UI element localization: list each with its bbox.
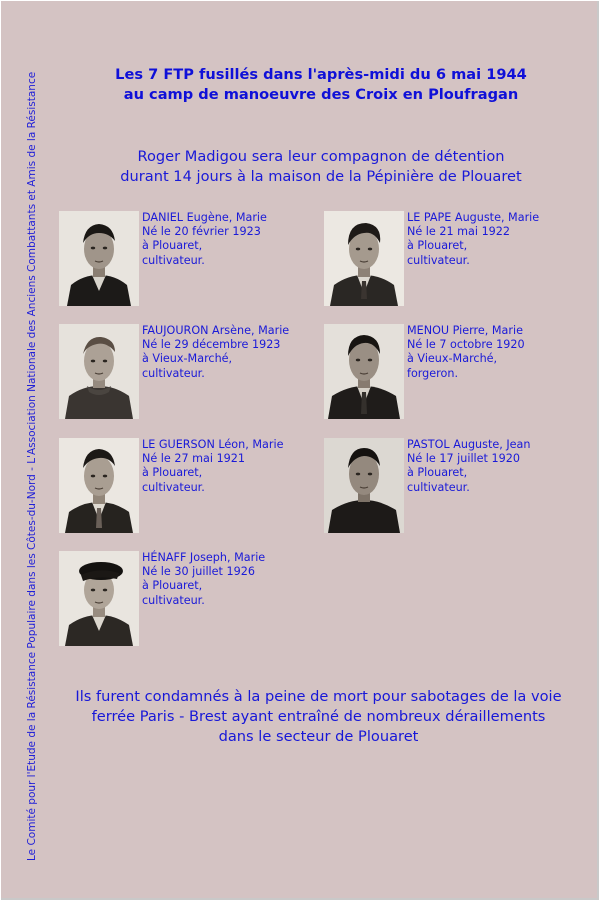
person-birth: Né le 21 mai 1922 — [407, 225, 511, 239]
person-name: FAUJOURON Arsène, Marie — [142, 324, 290, 337]
person-place: à Plouaret, — [142, 239, 203, 253]
person-bio — [407, 324, 577, 381]
person-place: à Vieux-Marché, — [407, 352, 498, 366]
person-place: à Plouaret, — [407, 466, 468, 480]
person-card — [324, 324, 574, 420]
person-job: cultivateur. — [407, 480, 470, 494]
person-job: cultivateur. — [142, 366, 205, 380]
portrait-photo — [59, 551, 139, 646]
title-line-2: au camp de manoeuvre des Croix en Ploufragan — [123, 86, 519, 103]
person-card — [59, 211, 309, 307]
person-bio — [407, 211, 577, 268]
person-place: à Plouaret, — [142, 579, 203, 593]
person-card — [59, 324, 309, 420]
person-job: cultivateur. — [142, 480, 205, 494]
portrait-photo — [324, 438, 404, 533]
portrait-photo — [59, 438, 139, 533]
subtitle-line-1: Roger Madigou sera leur compagnon de détention — [137, 148, 505, 165]
page-title — [61, 65, 581, 105]
person-job: forgeron. — [407, 366, 459, 380]
person-bio — [142, 551, 312, 608]
subtitle-line-2: durant 14 jours à la maison de la Pépinière de Plouaret — [120, 168, 522, 185]
person-birth: Né le 30 juillet 1926 — [142, 565, 255, 579]
person-birth: Né le 17 juillet 1920 — [407, 452, 520, 466]
person-name: PASTOL Auguste, Jean — [407, 438, 531, 451]
page-subtitle — [61, 147, 581, 187]
person-job: cultivateur. — [142, 253, 205, 267]
portrait-photo — [324, 211, 404, 306]
person-name: LE GUERSON Léon, Marie — [142, 438, 284, 451]
side-credit: Le Comité pour l'Etude de la Résistance Populaire dans les Côtes-du-Nord - L'Association Nationale des Anciens Combattants et Amis de la Résistance — [26, 71, 38, 861]
person-bio — [407, 438, 577, 495]
person-name: HÉNAFF Joseph, Marie — [142, 551, 266, 564]
person-name: DANIEL Eugène, Marie — [142, 211, 267, 224]
portrait-photo — [59, 324, 139, 419]
person-place: à Plouaret, — [142, 466, 203, 480]
person-bio — [142, 438, 312, 495]
footer-line-3: dans le secteur de Plouaret — [218, 728, 419, 745]
person-place: à Plouaret, — [407, 239, 468, 253]
footer-text — [41, 687, 596, 747]
person-place: à Vieux-Marché, — [142, 352, 233, 366]
portrait-photo — [59, 211, 139, 306]
person-card — [324, 438, 574, 534]
person-birth: Né le 7 octobre 1920 — [407, 338, 525, 352]
title-line-1: Les 7 FTP fusillés dans l'après-midi du 6 mai 1944 — [115, 66, 527, 83]
person-birth: Né le 29 décembre 1923 — [142, 338, 281, 352]
person-bio — [142, 324, 312, 381]
memorial-page — [1, 1, 599, 900]
footer-line-2: ferrée Paris - Brest ayant entraîné de nombreux déraillements — [91, 708, 546, 725]
person-job: cultivateur. — [407, 253, 470, 267]
person-card — [324, 211, 574, 307]
portrait-photo — [324, 324, 404, 419]
footer-line-1: Ils furent condamnés à la peine de mort pour sabotages de la voie — [75, 688, 562, 705]
person-birth: Né le 27 mai 1921 — [142, 452, 246, 466]
person-card — [59, 551, 309, 647]
person-name: LE PAPE Auguste, Marie — [407, 211, 540, 224]
person-name: MENOU Pierre, Marie — [407, 324, 523, 337]
person-job: cultivateur. — [142, 593, 205, 607]
person-card — [59, 438, 309, 534]
person-birth: Né le 20 février 1923 — [142, 225, 261, 239]
person-bio — [142, 211, 312, 268]
